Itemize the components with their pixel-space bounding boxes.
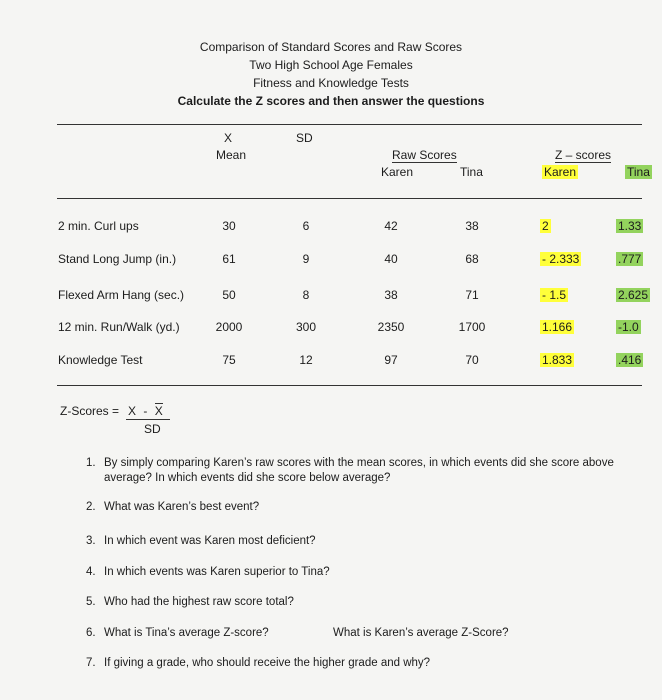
cell-sd: 9 — [302, 252, 310, 266]
question-number: 5. — [86, 596, 96, 608]
cell-z-karen: 1.166 — [542, 320, 573, 334]
cell-event: 12 min. Run/Walk (yd.) — [58, 320, 180, 334]
bottom-rule — [57, 385, 642, 386]
cell-karen: 42 — [384, 219, 398, 233]
cell-sd: 6 — [302, 219, 310, 233]
question-text: What was Karen’s best event? — [104, 501, 260, 513]
cell-tina: 71 — [465, 288, 479, 302]
title-instructions: Calculate the Z scores and then answer the questions — [177, 94, 485, 108]
formula-label: Z-Scores = — [60, 404, 120, 418]
question-number: 6. — [86, 627, 96, 639]
cell-tina: 1700 — [458, 320, 486, 334]
z-karen-header: Karen — [544, 165, 577, 179]
sd-header: SD — [296, 131, 313, 145]
cell-karen: 97 — [384, 353, 398, 367]
mean-header: Mean — [216, 148, 247, 162]
mean-symbol: X — [224, 131, 233, 145]
cell-z-tina: .777 — [618, 252, 642, 266]
cell-z-karen: - 2.333 — [542, 252, 580, 266]
question-text: In which event was Karen most deficient? — [104, 535, 316, 547]
cell-tina: 38 — [465, 219, 479, 233]
raw-karen-header: Karen — [381, 165, 414, 179]
question-text: Who had the highest raw score total? — [104, 596, 294, 608]
cell-tina: 70 — [465, 353, 479, 367]
question-text-continued: average? In which events did she score below average? — [104, 472, 391, 484]
cell-z-tina: .416 — [618, 353, 642, 367]
cell-karen: 2350 — [377, 320, 405, 334]
question-number: 2. — [86, 501, 96, 513]
cell-z-karen: 1.833 — [542, 353, 573, 367]
cell-z-tina: 2.625 — [618, 288, 649, 302]
z-scores-header: Z – scores — [555, 148, 612, 162]
header-rule — [57, 198, 642, 199]
cell-karen: 40 — [384, 252, 398, 266]
cell-z-tina: -1.0 — [618, 320, 639, 334]
question-number: 7. — [86, 657, 96, 669]
question-text: By simply comparing Karen’s raw scores with the mean scores, in which events did she score above — [104, 457, 614, 469]
title-line-1: Comparison of Standard Scores and Raw Scores — [199, 40, 463, 54]
z-tina-header: Tina — [627, 165, 650, 179]
cell-event: Knowledge Test — [58, 353, 143, 367]
cell-mean: 61 — [222, 252, 236, 266]
cell-mean: 30 — [222, 219, 236, 233]
question-text: If giving a grade, who should receive the higher grade and why? — [104, 657, 431, 669]
cell-z-tina: 1.33 — [618, 219, 642, 233]
formula-xbar: X — [154, 404, 163, 418]
cell-z-karen: - 1.5 — [542, 288, 567, 302]
title-line-2: Two High School Age Females — [249, 58, 413, 72]
cell-event: Stand Long Jump (in.) — [58, 252, 177, 266]
cell-event: Flexed Arm Hang (sec.) — [58, 288, 185, 302]
question-text: In which events was Karen superior to Tina? — [104, 566, 330, 578]
question-number: 1. — [86, 457, 96, 469]
cell-mean: 2000 — [215, 320, 243, 334]
question-text-right: What is Karen’s average Z-Score? — [333, 627, 509, 639]
formula-numerator — [128, 404, 163, 418]
formula-fraction-bar — [126, 419, 170, 420]
formula-minus: - — [143, 404, 148, 418]
question-text: What is Tina’s average Z-score? — [104, 627, 269, 639]
raw-tina-header: Tina — [460, 165, 483, 179]
cell-tina: 68 — [465, 252, 479, 266]
cell-mean: 75 — [222, 353, 236, 367]
cell-karen: 38 — [384, 288, 398, 302]
cell-sd: 8 — [302, 288, 310, 302]
formula-x: X — [128, 404, 137, 418]
question-number: 4. — [86, 566, 96, 578]
cell-sd: 300 — [295, 320, 317, 334]
cell-sd: 12 — [299, 353, 313, 367]
question-number: 3. — [86, 535, 96, 547]
cell-event: 2 min. Curl ups — [58, 219, 139, 233]
cell-mean: 50 — [222, 288, 236, 302]
top-rule — [57, 124, 642, 125]
formula-denominator: SD — [144, 422, 161, 436]
title-line-3: Fitness and Knowledge Tests — [253, 76, 409, 90]
cell-z-karen: 2 — [542, 219, 549, 233]
raw-scores-header: Raw Scores — [392, 148, 457, 162]
